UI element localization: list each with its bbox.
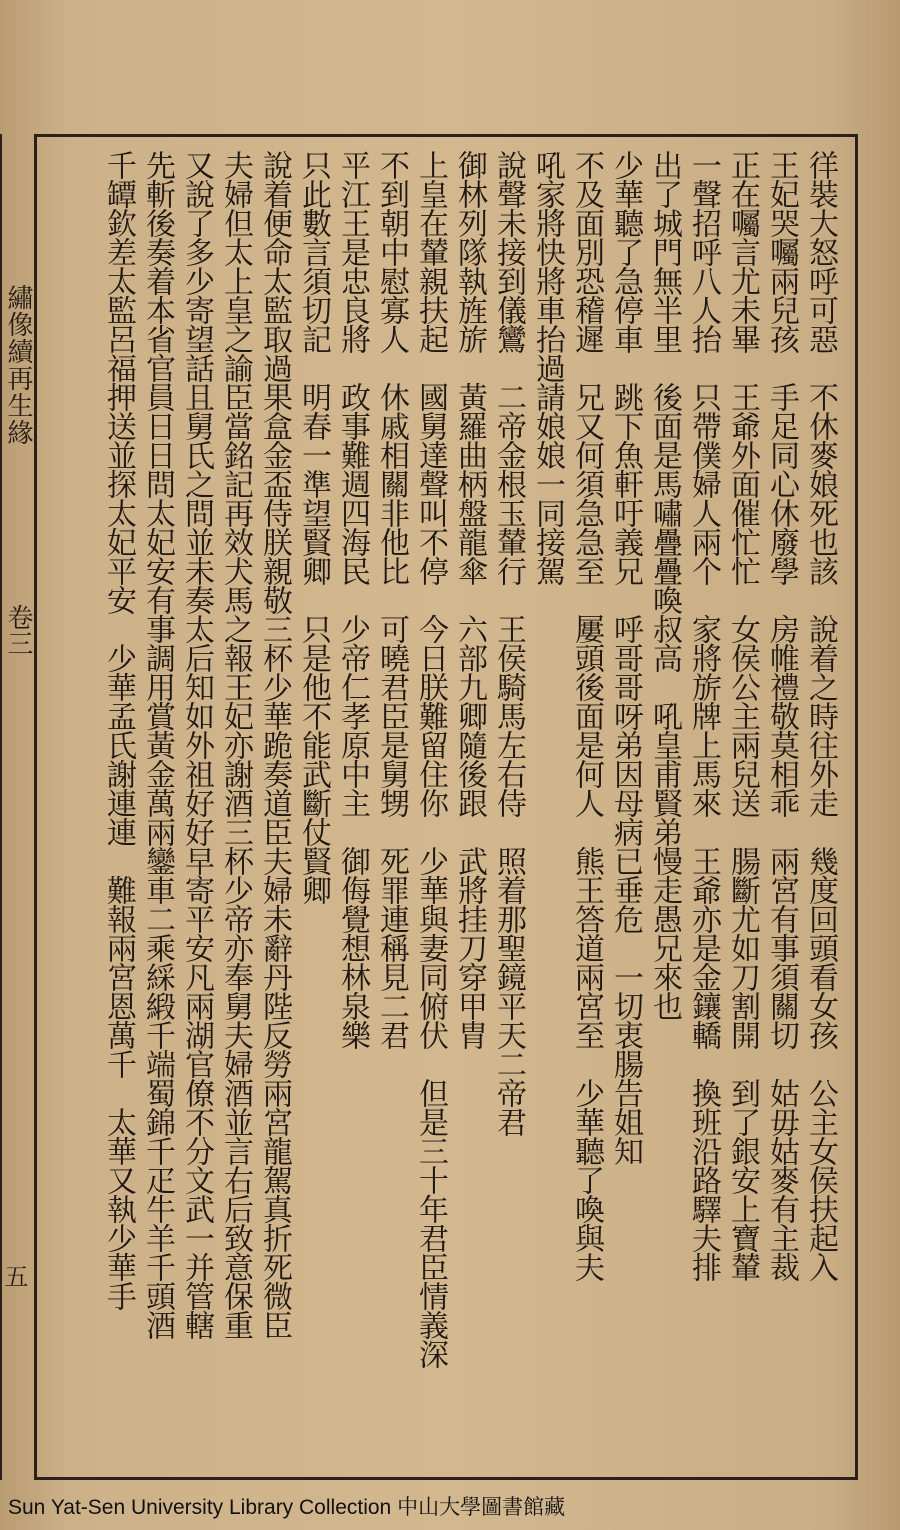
page-spine-margin [0, 134, 34, 1480]
text-column: 千罈欽差太監呂福押送並探太妃平安 少華孟氏謝連連 難報兩宮恩萬千 太華又執少華手 [101, 150, 136, 1310]
library-credit-footer: Sun Yat-Sen University Library Collection 中山大學圖書館藏 [8, 1496, 566, 1519]
text-column: 又說了多少寄望話且舅氏之問並未奏太后知如外祖好好早寄平安凡兩湖官僚不分文武一并管轄 [179, 150, 214, 1339]
text-column: 正在囑言尤未畢 王爺外面催忙忙 女侯公主兩兒送 腸斷尤如刀割開 到了銀安上寶輦 [725, 150, 760, 1281]
spine-folio-number: 五 [0, 1264, 28, 1288]
spine-book-title: 繡像續再生緣 [3, 284, 33, 446]
text-column: 出了城門無半里 後面是馬嘯疊疊喚叔高 吼皇甫賢弟慢走愚兄來也 [647, 150, 682, 1020]
text-column: 先斬後奏着本省官員日日問太妃安有事調用賞黃金萬兩鑾車二乘綵緞千端蜀錦千疋牛羊千頭酒 [140, 150, 175, 1339]
spine-volume-label: 卷三 [3, 604, 33, 656]
text-column: 少華聽了急停車 跳下魚軒吁義兄 呼哥哥呀弟因母病已垂危 一切衷腸告姐知 [608, 150, 643, 1165]
text-column: 御林列隊執旌旂 黃羅曲柄盤龍傘 六部九卿隨後跟 武將挂刀穿甲胄 [452, 150, 487, 1049]
text-column: 平江王是忠良將 政事難週四海民 少帝仁孝原中主 御侮覺想林泉樂 [335, 150, 370, 1049]
vertical-text-block [50, 150, 840, 1450]
text-column: 說聲未接到儀鸞 二帝金根玉輦行 王侯騎馬左右侍 照着那聖鏡平天二帝君 [491, 150, 526, 1136]
text-column: 上皇在輦親扶起 國舅達聲叫不停 今日朕難留住你 少華與妻同俯伏 但是三十年君臣情義深 [413, 150, 448, 1368]
text-column: 不到朝中慰寡人 休戚相關非他比 可曉君臣是舅甥 死罪連稱見二君 [374, 150, 409, 1049]
text-column: 王妃哭囑兩兒孩 手足同心休廢學 房帷禮敬莫相乖 兩宮有事須關切 姑毋姑麥有主裁 [764, 150, 799, 1281]
text-column: 夫婦但太上皇之諭臣當銘記再效犬馬之報王妃亦謝酒三杯少帝亦奉舅夫婦酒並言右后致意保重 [218, 150, 253, 1339]
text-column: 只此數言須切記 明春一準望賢卿 只是他不能武斷仗賢卿 [296, 150, 331, 904]
text-column: 不及面別恐稽遲 兄又何須急急至 屢頭後面是何人 熊王答道兩宮至 少華聽了喚與夫 [569, 150, 604, 1281]
text-column: 吼家將快將車抬過請娘娘一同接駕 [530, 150, 565, 585]
text-column: 一聲招呼八人抬 只帶僕婦人兩个 家將旂牌上馬來 王爺亦是金鑲轎 換班沿路驛夫排 [686, 150, 721, 1281]
text-column: 徉裝大怒呼可惡 不休麥娘死也該 說着之時往外走 幾度回頭看女孩 公主女侯扶起入 [803, 150, 838, 1281]
text-column: 說着便命太監取過果盒金盃侍朕親敬三杯少華跪奏道臣夫婦未辭丹陛反勞兩宮龍駕真折死微臣 [257, 150, 292, 1339]
